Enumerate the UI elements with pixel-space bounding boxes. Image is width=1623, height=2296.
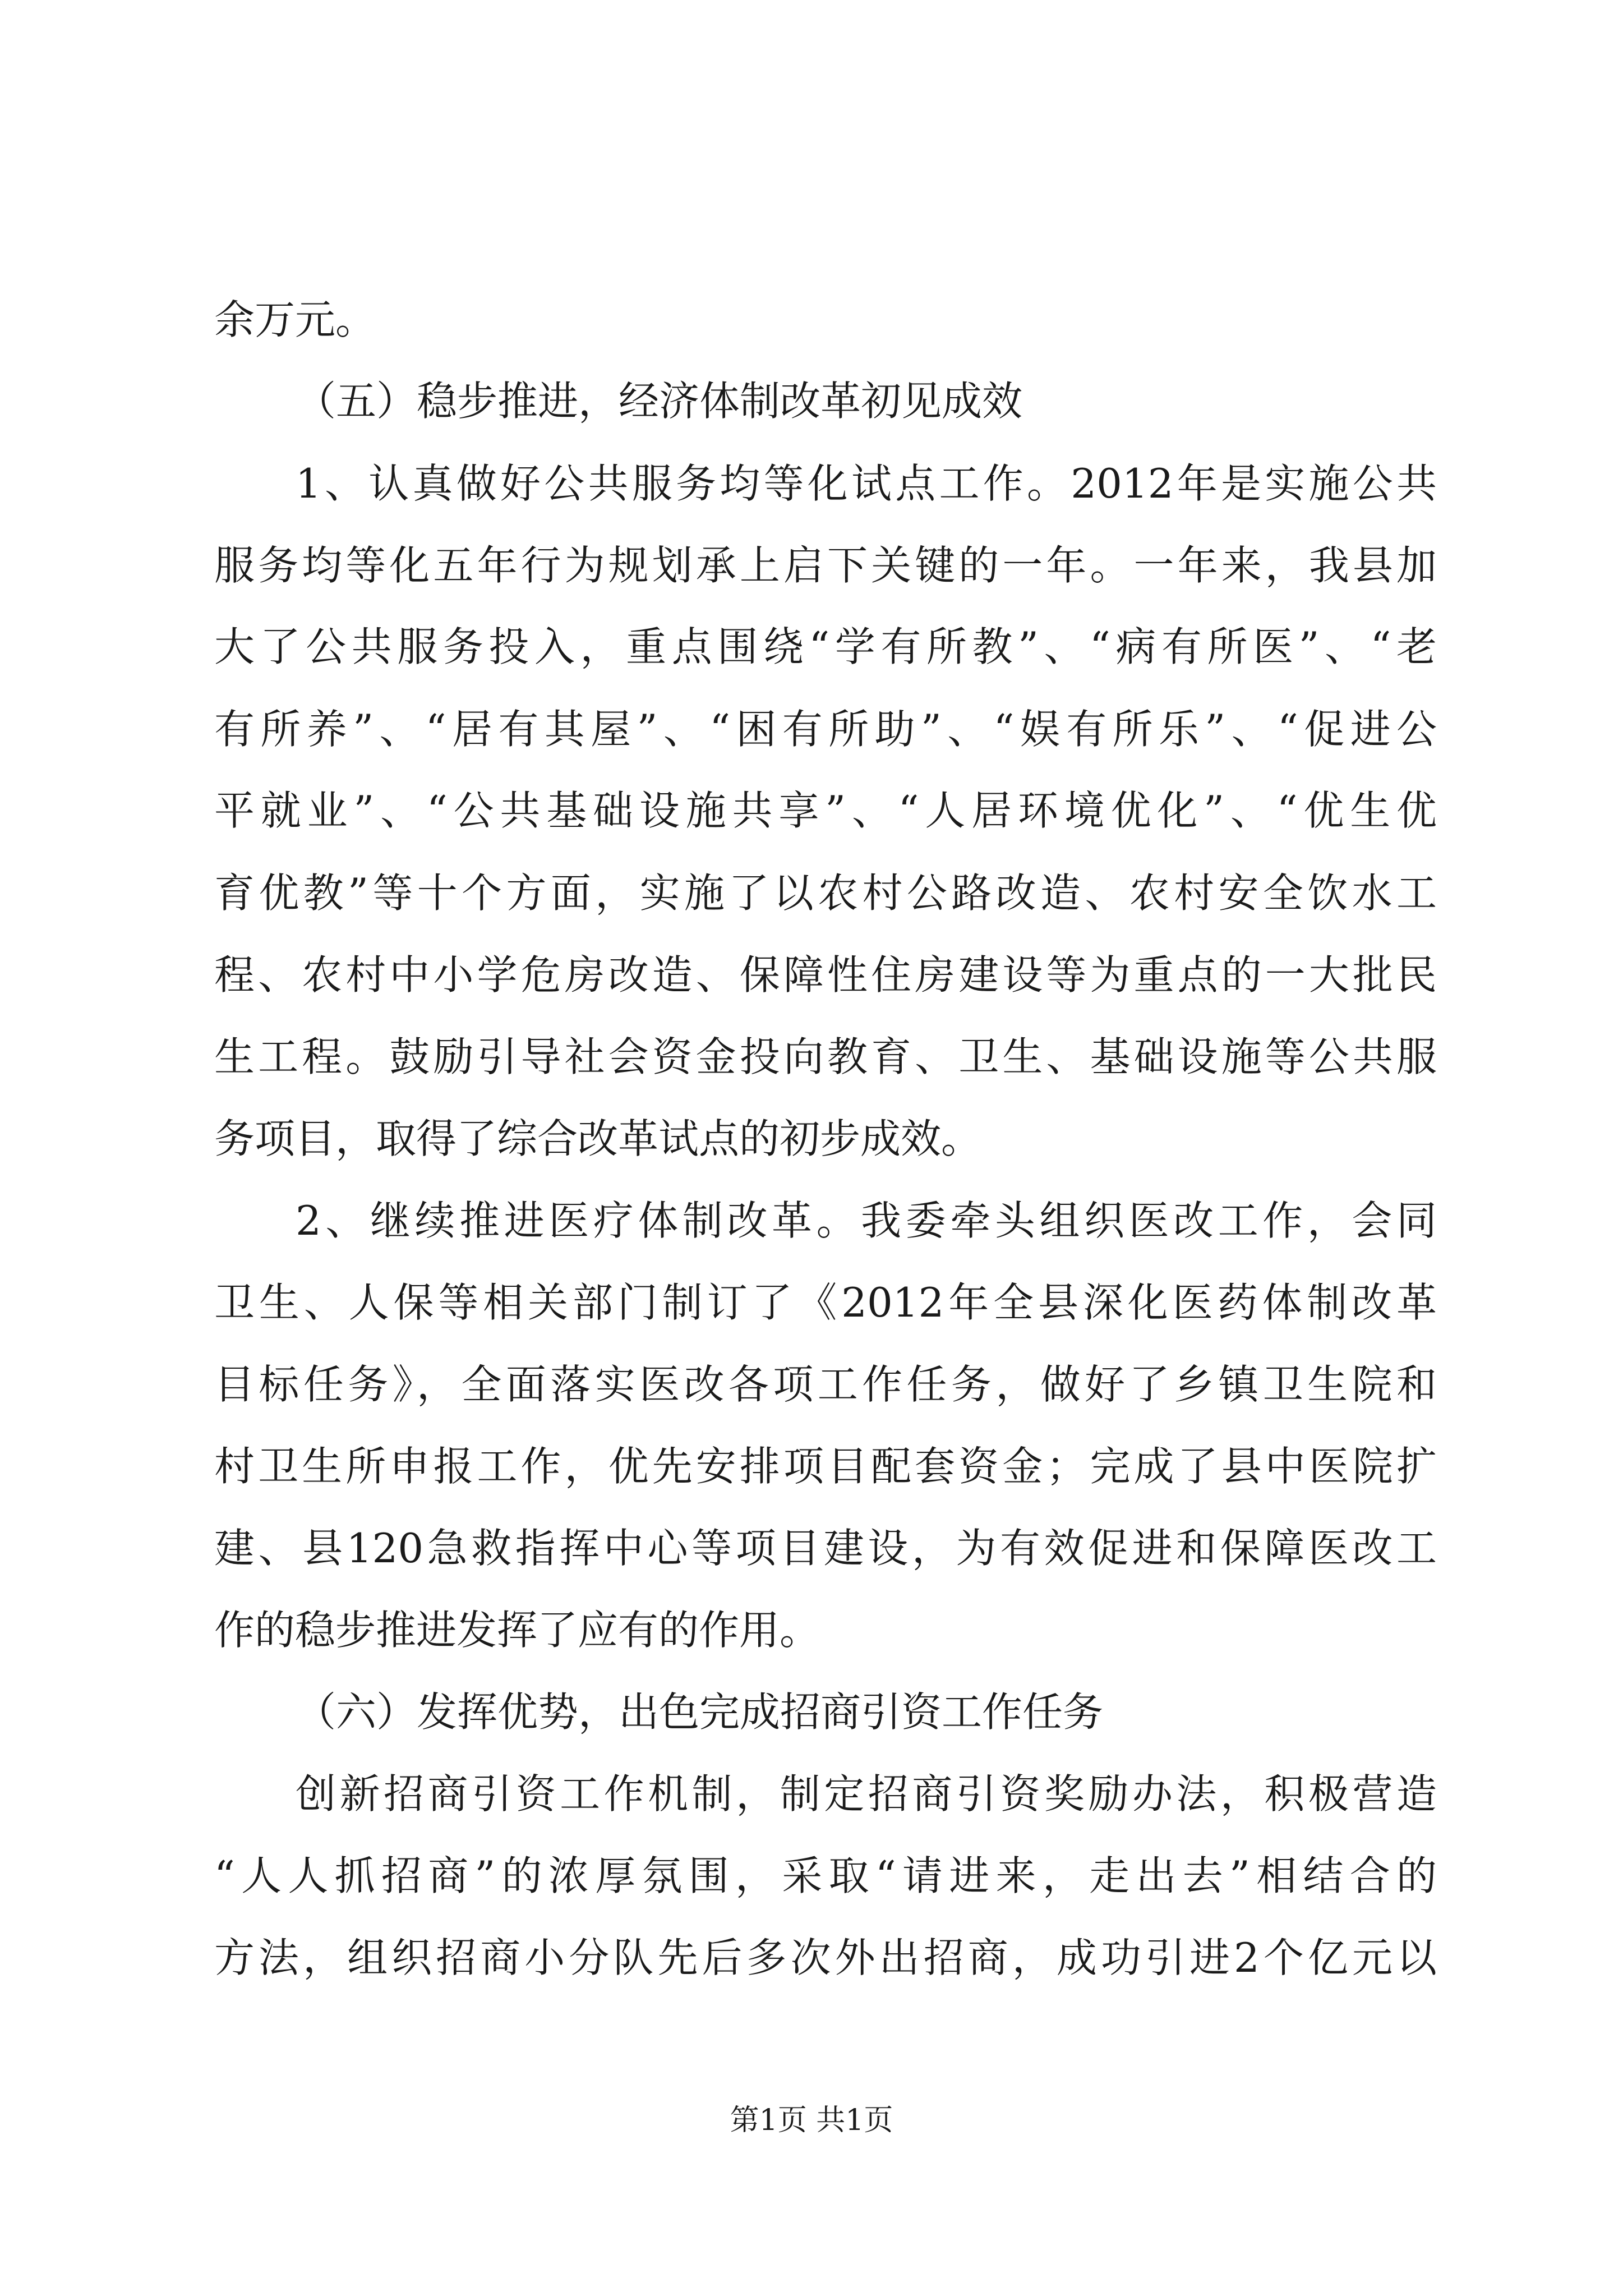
text-line: 余万元。 <box>214 296 376 343</box>
text-line: “人人抓招商”的浓厚氛围，采取“请进来，走出去”相结合的 <box>214 1852 1437 1899</box>
text-line: 2、继续推进医疗体制改革。我委牵头组织医改工作，会同 <box>296 1197 1437 1244</box>
text-line: 村卫生所申报工作，优先安排项目配套资金；完成了县中医院扩 <box>214 1443 1437 1490</box>
section-heading: （六）发挥优势，出色完成招商引资工作任务 <box>296 1688 1104 1736</box>
text-line: 创新招商引资工作机制，制定招商引资奖励办法，积极营造 <box>296 1770 1437 1818</box>
text-line: 程、农村中小学危房改造、保障性住房建设等为重点的一大批民 <box>214 951 1437 999</box>
text-line: 务项目，取得了综合改革试点的初步成效。 <box>214 1115 982 1162</box>
text-line: 平就业”、“公共基础设施共享”、“人居环境优化”、“优生优 <box>214 787 1437 834</box>
text-line: 作的稳步推进发挥了应有的作用。 <box>214 1607 820 1654</box>
text-line: 服务均等化五年行为规划承上启下关键的一年。一年来，我县加 <box>214 542 1437 589</box>
text-line: 目标任务》，全面落实医改各项工作任务，做好了乡镇卫生院和 <box>214 1361 1437 1408</box>
text-line: 卫生、人保等相关部门制订了《2012年全县深化医药体制改革 <box>214 1279 1437 1326</box>
text-line: 生工程。鼓励引导社会资金投向教育、卫生、基础设施等公共服 <box>214 1033 1437 1080</box>
page-footer: 第1页 共1页 <box>730 2104 893 2137</box>
text-line: 大了公共服务投入，重点围绕“学有所教”、“病有所医”、“老 <box>214 623 1437 670</box>
text-line: 建、县120急救指挥中心等项目建设，为有效促进和保障医改工 <box>214 1525 1437 1572</box>
text-line: 方法，组织招商小分队先后多次外出招商，成功引进2个亿元以 <box>214 1934 1437 1981</box>
section-heading: （五）稳步推进，经济体制改革初见成效 <box>296 378 1023 425</box>
text-line: 有所养”、“居有其屋”、“困有所助”、“娱有所乐”、“促进公 <box>214 706 1437 753</box>
text-line: 1、认真做好公共服务均等化试点工作。2012年是实施公共 <box>296 460 1437 507</box>
text-line: 育优教”等十个方面，实施了以农村公路改造、农村安全饮水工 <box>214 869 1437 917</box>
